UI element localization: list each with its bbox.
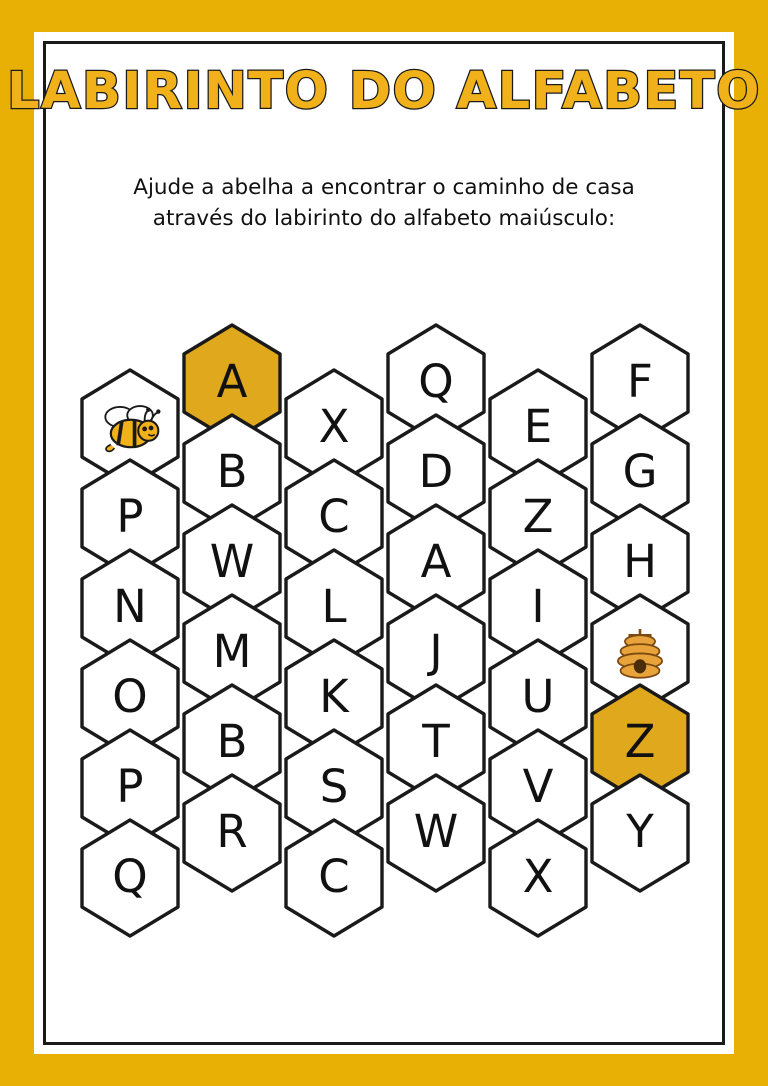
- maze-cell-C: [282, 818, 386, 938]
- maze-letter: S: [319, 760, 349, 813]
- maze-letter: P: [116, 760, 144, 813]
- maze-letter: W: [209, 535, 255, 588]
- maze-cell-R: [180, 773, 284, 893]
- maze-letter: N: [113, 580, 147, 633]
- maze-letter: W: [413, 805, 459, 858]
- maze-cell-Y: [588, 773, 692, 893]
- hexagon-maze: [78, 278, 690, 998]
- instructions: [84, 172, 684, 234]
- maze-letter: A: [420, 535, 452, 588]
- maze-letter: I: [531, 580, 545, 633]
- page-title: LABIRINTO DO ALFABETO: [7, 62, 761, 121]
- maze-letter: A: [216, 355, 248, 408]
- maze-letter: V: [522, 760, 554, 813]
- maze-letter: M: [212, 625, 252, 678]
- maze-letter: D: [418, 445, 454, 498]
- maze-letter: G: [622, 445, 658, 498]
- bee-icon: [98, 402, 162, 454]
- maze-letter: C: [318, 850, 350, 903]
- maze-letter: Z: [522, 490, 554, 543]
- maze-letter: P: [116, 490, 144, 543]
- maze-letter: C: [318, 490, 350, 543]
- maze-letter: O: [112, 670, 148, 723]
- maze-letter: L: [321, 580, 347, 633]
- maze-cell-Q: [78, 818, 182, 938]
- maze-letter: H: [623, 535, 657, 588]
- maze-letter: Q: [418, 355, 454, 408]
- maze-letter: B: [216, 715, 248, 768]
- maze-cell-W: [384, 773, 488, 893]
- maze-letter: B: [216, 445, 248, 498]
- beehive-icon: [609, 626, 671, 680]
- instructions-line-2: através do labirinto do alfabeto maiúsculo:: [152, 206, 616, 232]
- maze-letter: R: [216, 805, 248, 858]
- maze-letter: T: [422, 715, 450, 768]
- maze-letter: J: [429, 625, 443, 678]
- maze-letter: X: [318, 400, 350, 453]
- maze-cell-X: [486, 818, 590, 938]
- maze-letter: U: [521, 670, 555, 723]
- maze-letter: Z: [624, 715, 656, 768]
- maze-letter: X: [522, 850, 554, 903]
- maze-letter: E: [523, 400, 553, 453]
- maze-letter: K: [319, 670, 349, 723]
- maze-letter: Y: [626, 805, 654, 858]
- maze-letter: Q: [112, 850, 148, 903]
- maze-letter: F: [627, 355, 653, 408]
- instructions-line-1: Ajude a abelha a encontrar o caminho de casa: [133, 175, 635, 200]
